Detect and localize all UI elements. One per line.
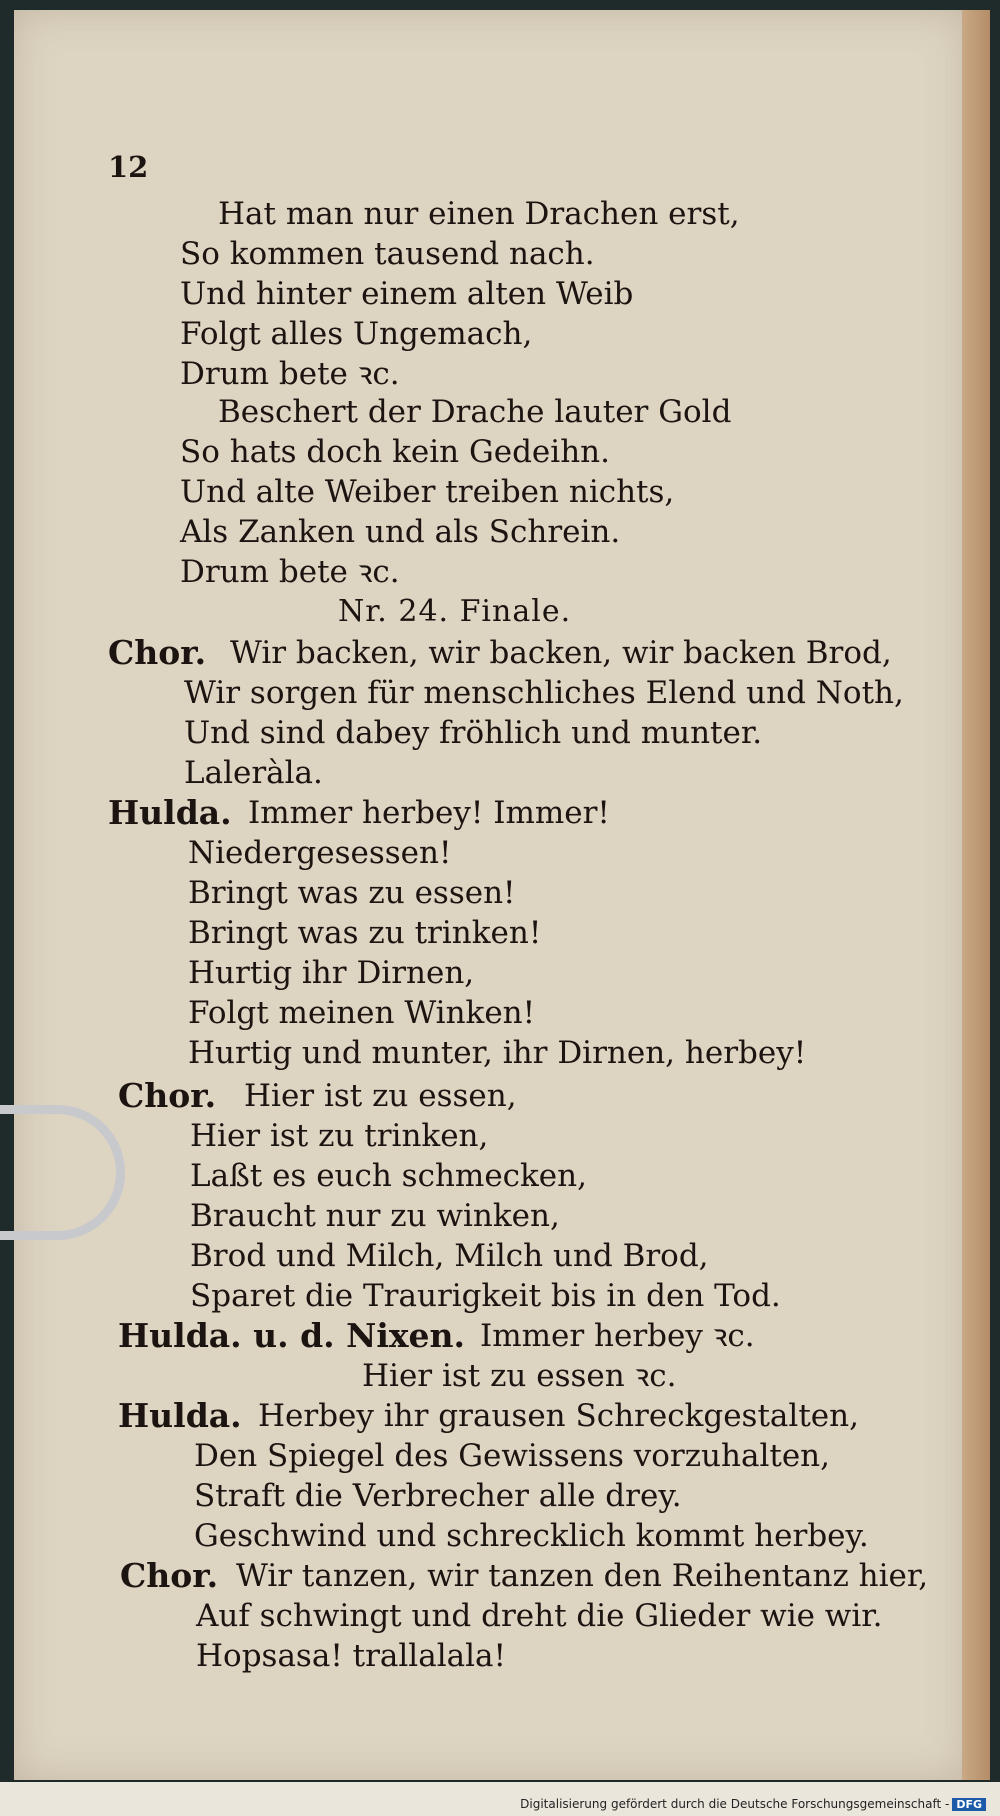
page-number: 12 <box>108 150 149 184</box>
verse-line: Brod und Milch, Milch und Brod, <box>190 1238 709 1274</box>
verse-line: Folgt alles Ungemach, <box>180 316 533 352</box>
verse-line: Drum bete ꝛc. <box>180 554 400 590</box>
verse-line: Niedergesessen! <box>188 835 452 871</box>
verse-line: Wir sorgen für menschliches Elend und Noth, <box>184 675 904 711</box>
verse-line: So hats doch kein Gedeihn. <box>180 434 610 470</box>
section-heading: Nr. 24. Finale. <box>338 594 572 629</box>
verse-line: Als Zanken und als Schrein. <box>180 514 621 550</box>
verse-line: Laßt es euch schmecken, <box>190 1158 587 1194</box>
verse-line: Immer herbey! Immer! <box>248 795 610 831</box>
verse-line: Hopsasa! trallalala! <box>196 1638 506 1674</box>
verse-line: Hat man nur einen Drachen erst, <box>218 196 740 232</box>
verse-line: Und alte Weiber treiben nichts, <box>180 474 675 510</box>
speaker-hulda: Hulda. <box>108 793 232 832</box>
verse-line: Drum bete ꝛc. <box>180 356 400 392</box>
verse-line: Hurtig und munter, ihr Dirnen, herbey! <box>188 1035 807 1071</box>
verse-line: Immer herbey ꝛc. <box>480 1318 755 1354</box>
verse-line: Herbey ihr grausen Schreckgestalten, <box>258 1398 859 1434</box>
verse-line: Wir backen, wir backen, wir backen Brod, <box>230 635 892 671</box>
verse-line: Hier ist zu essen, <box>244 1078 517 1114</box>
speaker-chor: Chor. <box>118 1076 217 1115</box>
verse-line: Hurtig ihr Dirnen, <box>188 955 475 991</box>
verse-line: Hier ist zu trinken, <box>190 1118 489 1154</box>
speaker-chor: Chor. <box>120 1556 219 1595</box>
verse-line: Geschwind und schrecklich kommt herbey. <box>194 1518 869 1554</box>
verse-line: Und hinter einem alten Weib <box>180 276 634 312</box>
verse-line: Hier ist zu essen ꝛc. <box>362 1358 677 1394</box>
page-edge <box>962 10 990 1780</box>
verse-line: Braucht nur zu winken, <box>190 1198 560 1234</box>
footer-credit-text: Digitalisierung gefördert durch die Deutsche Forschungsgemeinschaft - <box>520 1797 950 1811</box>
verse-line: Wir tanzen, wir tanzen den Reihentanz hier, <box>236 1558 929 1594</box>
verse-line: Sparet die Traurigkeit bis in den Tod. <box>190 1278 781 1314</box>
verse-line: Und sind dabey fröhlich und munter. <box>184 715 763 751</box>
speaker-hulda-nixen: Hulda. u. d. Nixen. <box>118 1316 466 1355</box>
verse-line: Den Spiegel des Gewissens vorzuhalten, <box>194 1438 830 1474</box>
verse-line: Laleràla. <box>184 755 323 791</box>
verse-line: Bringt was zu trinken! <box>188 915 542 951</box>
dfg-logo: DFG <box>952 1798 986 1811</box>
verse-line: Bringt was zu essen! <box>188 875 516 911</box>
speaker-chor: Chor. <box>108 633 207 672</box>
verse-line: Auf schwingt und dreht die Glieder wie wir. <box>196 1598 883 1634</box>
verse-line: So kommen tausend nach. <box>180 236 595 272</box>
verse-line: Straft die Verbrecher alle drey. <box>194 1478 682 1514</box>
footer-credit <box>520 1797 986 1811</box>
verse-line: Beschert der Drache lauter Gold <box>218 394 732 430</box>
speaker-hulda: Hulda. <box>118 1396 242 1435</box>
verse-line: Folgt meinen Winken! <box>188 995 536 1031</box>
